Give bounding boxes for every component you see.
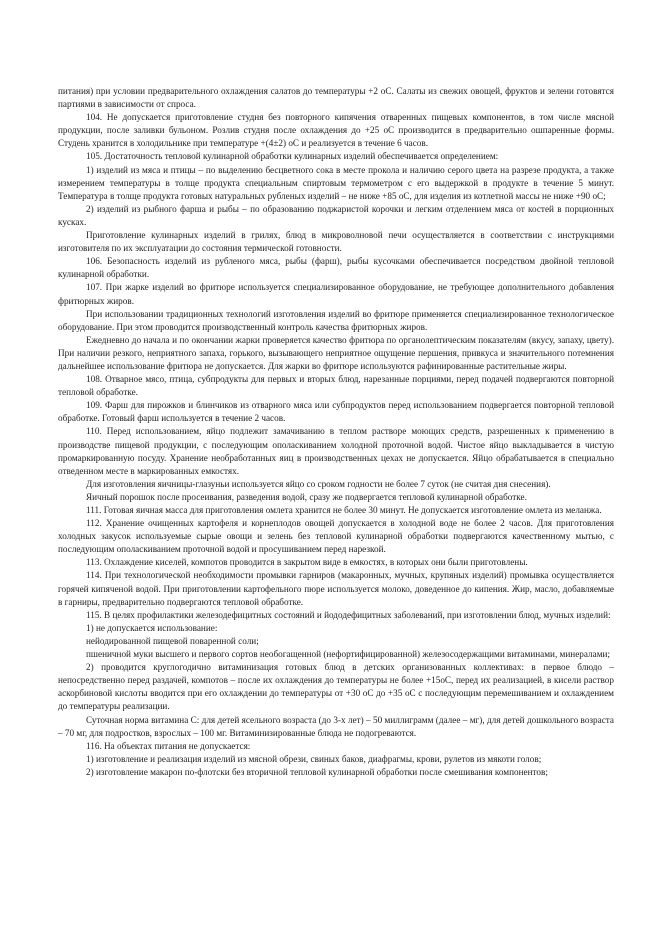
paragraph-112: 112. Хранение очищенных картофеля и корнеплодов овощей допускается в холодной воде не более 2 часов. Для приготовления холодных закусок используемые сырые овощи и зелень без тепловой кулинарной обработки подвергаются качественному мытью, с последующим ополаскиванием проточной водой и просушиванием перед нарезкой. [58,518,614,555]
paragraph-109: 109. Фарш для пирожков и блинчиков из отварного мяса или субпродуктов перед использованием подвергается повторной тепловой обработке. Готовый фарш используется в течение 2 часов. [58,400,614,424]
paragraph-115-item-2: 2) проводится круглогодично витаминизация готовых блюд в детских организованных коллективах: в первое блюдо – непосредственно перед раздачей, компотов – после их охлаждения до температуры не более +15оС, перед их реализацией, в кисели раствор аскорбиновой кислоты вводится при его охлаждении до температуры от +30 оС до +35 оС с последующим перемешиванием и охлаждением до температуры реализации. [58,662,614,712]
paragraph-105: 105. Достаточность тепловой кулинарной обработки кулинарных изделий обеспечивается определением: [86,151,499,162]
paragraph-113: 113. Охлаждение киселей, компотов проводится в закрытом виде в емкостях, в которых они были приготовлены. [86,557,528,568]
paragraph-vitamin-c: Суточная норма витамина С: для детей ясельного возраста (до 3-х лет) – 50 миллиграмм (далее – мг), для детей дошкольного возраста – 70 мг, для подростков, взрослых – 100 мг. Витаминизированные блюда не подогреваются. [58,714,614,738]
paragraph-111: 111. Готовая яичная масса для приготовления омлета хранится не более 30 минут. Не допускается изготовление омлета из меланжа. [86,505,602,515]
paragraph-116: 116. На объектах питания не допускается: [86,740,251,751]
paragraph-deep-fry-check: Ежедневно до начала и по окончании жарки проверяется качество фритюра по органолептическим показателям (вкусу, запаху, цвету). При наличии резкого, неприятного запаха, горького, вызывающего неприятное ощущение першения, привкуса и значительного потемнения дальнейшее использование фритюра не допускается. Для жарки во фритюре используются рафинированные растительные жиры. [58,334,614,371]
paragraph-116-item-2: 2) изготовление макарон по-флотски без вторичной тепловой кулинарной обработки после смешивания компонентов; [86,766,548,777]
paragraph-116-item-1: 1) изготовление и реализация изделий из мясной обрези, свиных баков, диафрагмы, крови, рулетов из мякоти голов; [86,753,542,764]
paragraph-105-item-1: 1) изделий из мяса и птицы – по выделению бесцветного сока в месте прокола и наличию серого цвета на разрезе продукта, а также измерением температуры в толще продукта специальным спиртовым термометром с его выдержкой в продукте в течение 5 минут. Температура в толще продукта готовых натуральных рубленых изделий – не ниже +85 оС, для изделия из котлетной массы не ниже +90 оС; [58,164,614,201]
paragraph-108: 108. Отварное мясо, птица, субпродукты для первых и вторых блюд, нарезанные порциями, перед подачей подвергаются повторной тепловой обработке. [58,374,614,398]
paragraph-106: 106. Безопасность изделий из рубленого мяса, рыбы (фарш), рыбы кусочками обеспечивается посредством двойной тепловой кулинарной обработки. [58,256,614,280]
paragraph-110: 110. Перед использованием, яйцо подлежит замачиванию в теплом растворе моющих средств, разрешенных к применению в производстве пищевой продукции, с последующим ополаскиванием холодной проточной водой. Чистое яйцо выкладывается в чистую промаркированную посуду. Хранение необработанных яиц в производственных цехах не допускается. Яйцо обрабатывается в специально отведенном месте в маркированных емкостях. [58,426,614,476]
paragraph-grill: Приготовление кулинарных изделий в грилях, блюд в микроволновой печи осуществляется в соответствии с инструкциями изготовителя по их эксплуатации до состояния термической готовности. [58,230,614,254]
paragraph-fried-eggs: Для изготовления яичницы-глазуньи используется яйцо со сроком годности не более 7 суток (не считая дня снесения). [86,478,551,489]
paragraph-deep-fry-tech: При использовании традиционных технологий изготовления изделий во фритюре применяется специализированное технологическое оборудование. При этом проводится производственный контроль качества фритюрных жиров. [58,308,614,332]
paragraph-115: 115. В целях профилактики железодефицитных состояний и йододефицитных заболеваний, при изготовлении блюд, мучных изделий: [86,609,611,620]
paragraph-107: 107. При жарке изделий во фритюре используется специализированное оборудование, не требующее дополнительного добавления фритюрных жиров. [58,282,614,306]
paragraph-egg-powder: Яичный порошок после просеивания, разведения водой, сразу же подвергается тепловой кулинарной обработке. [86,491,527,502]
paragraph-continuation: питания) при условии предварительного охлаждения салатов до температуры +2 оС. Салаты из свежих овощей, фруктов и зелени готовятся партиями в зависимости от спроса. [58,86,614,110]
paragraph-115-salt: нейодированной пищевой поваренной соли; [86,635,259,646]
paragraph-105-item-2: 2) изделий из рыбного фарша и рыбы – по образованию поджаристой корочки и легким отделением мяса от костей в порционных кусках. [58,203,614,227]
paragraph-115-item-1: 1) не допускается использование: [86,622,218,633]
paragraph-104: 104. Не допускается приготовление студня без повторного кипячения отваренных пищевых компонентов, в том числе мясной продукции, после заливки бульоном. Розлив студня после охлаждения до +25 оС производится в предварительно ошпаренные формы. Студень хранится в холодильнике при температуре +(4±2) оС и реализуется в течение 6 часов. [58,112,614,149]
paragraph-114: 114. При технологической необходимости промывки гарниров (макаронных, мучных, крупяных изделий) промывка осуществляется горячей кипяченой водой. При приготовлении картофельного пюре используется молоко, доведенное до кипения. Жир, масло, добавляемые в гарниры, предварительно подвергаются тепловой обработке. [58,570,614,607]
paragraph-115-flour: пшеничной муки высшего и первого сортов необогащенной (нефортифицированной) железосодержащими витаминами, минералами; [86,649,610,660]
